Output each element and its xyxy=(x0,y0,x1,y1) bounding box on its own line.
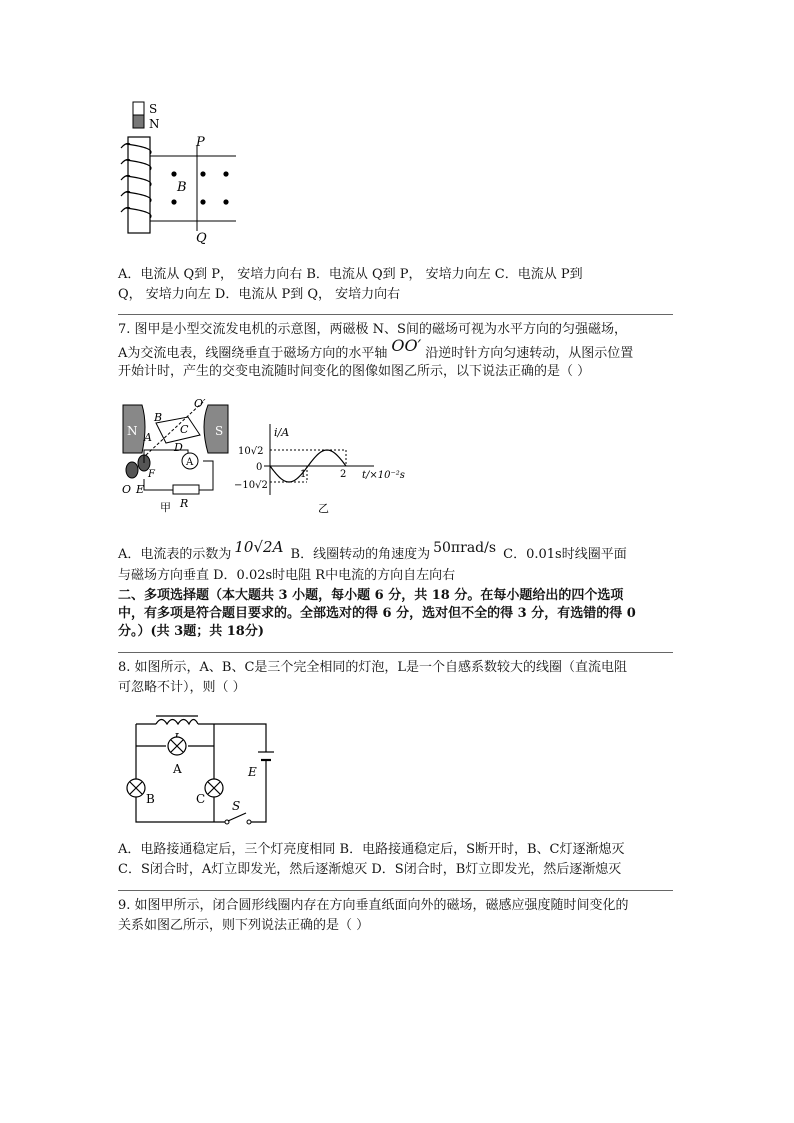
q9-stem-line1: 9. 如图甲所示，闭合圆形线圈内存在方向垂直纸面向外的磁场，磁感应强度随时间变化的 xyxy=(118,898,629,913)
section2-heading-line1: 二、多项选择题（本大题共 3 小题，每小题 6 分，共 18 分。在每小题给出的四个选项 xyxy=(118,588,624,603)
switch-label: S xyxy=(232,799,241,813)
battery-label: E xyxy=(248,765,257,779)
divider xyxy=(118,890,673,891)
q7-options-line1 xyxy=(118,538,627,565)
q8-options-line1: A．电路接通稳定后，三个灯亮度相同 B．电路接通稳定后，S断开时，B、C灯逐渐熄灭 xyxy=(118,842,625,857)
lamp-b-label: B xyxy=(146,792,155,806)
label-b: B xyxy=(154,411,163,424)
y-tick-zero: 0 xyxy=(256,462,263,473)
label-r: R xyxy=(180,497,189,510)
label-c: C xyxy=(180,423,189,436)
option-c-text: C．0.01s时线圈平面 xyxy=(499,547,627,562)
y-tick-top: 10√2 xyxy=(238,446,264,457)
pole-n-label: N xyxy=(127,424,138,438)
q7-stem-text: A为交流电表，线圈绕垂直于磁场方向的水平轴 xyxy=(118,346,388,361)
pole-s-label: S xyxy=(215,424,224,438)
lamp-c-label: C xyxy=(196,792,206,806)
section2-heading-line2: 中，有多项是符合题目要求的。全部选对的得 6 分，选对但不全的得 3 分，有选错的得 0 xyxy=(118,606,636,621)
q7-stem-line1: 7. 图甲是小型交流发电机的示意图，两磁极 N、S间的磁场可视为水平方向的匀强磁场， xyxy=(118,322,627,337)
label-o-prime: O′ xyxy=(194,397,206,410)
x-tick-1: 1 xyxy=(300,469,307,480)
current-time-graph xyxy=(234,420,414,515)
y-tick-bottom: −10√2 xyxy=(234,480,268,491)
q8-stem-line1: 8. 如图所示，A、B、C是三个完全相同的灯泡，L是一个自感系数较大的线圈（直流电阻 xyxy=(118,660,628,675)
option-b-value: 50πrad/s xyxy=(433,540,497,556)
label-f: F xyxy=(148,469,155,480)
solenoid-field-figure xyxy=(118,96,248,246)
ammeter-label: A xyxy=(186,457,194,468)
option-a-value: 10√2A xyxy=(234,538,284,556)
section2-heading-line3: 分。）(共 3题；共 18分) xyxy=(118,624,264,639)
caption-jia: 甲 xyxy=(160,501,171,514)
label-o: O xyxy=(122,483,132,496)
label-b: B xyxy=(177,180,187,195)
q7-stem-line2 xyxy=(118,336,634,364)
q7-options-line2: 与磁场方向垂直 D．0.02s时电阻 R中电流的方向自左向右 xyxy=(118,568,456,583)
divider xyxy=(118,652,673,653)
q9-stem-line2: 关系如图乙所示，则下列说法正确的是（ ） xyxy=(118,918,370,933)
q7-stem-line3: 开始计时，产生的交变电流随时间变化的图像如图乙所示，以下说法正确的是（ ） xyxy=(118,364,591,379)
label-q: Q xyxy=(196,231,207,246)
option-a-text: A．电流表的示数为 xyxy=(118,547,232,562)
q6-options-line1: A．电流从 Q到 P， 安培力向右 B．电流从 Q到 P， 安培力向左 C．电流从 P到 xyxy=(118,267,583,282)
q8-stem-line2: 可忽略不计），则（ ） xyxy=(118,680,246,695)
y-axis-label: i/A xyxy=(274,426,290,439)
q7-stem-text-cont: 沿逆时针方向匀速转动，从图示位置 xyxy=(425,346,634,361)
q8-options-line2: C．S闭合时，A灯立即发光，然后逐渐熄灭 D．S闭合时，B灯立即发光，然后逐渐熄灭 xyxy=(118,862,622,877)
rotation-axis-symbol: OO′ xyxy=(391,336,422,355)
option-b-text: B．线圈转动的角速度为 xyxy=(286,547,431,562)
generator-figure xyxy=(118,395,233,515)
x-tick-2: 2 xyxy=(340,469,347,480)
divider xyxy=(118,314,673,315)
lamp-a-label: A xyxy=(173,762,182,776)
caption-yi: 乙 xyxy=(318,502,329,515)
x-axis-label: t/×10⁻²s xyxy=(362,470,405,481)
label-d: D xyxy=(174,441,183,454)
q6-options-line2: Q， 安培力向左 D．电流从 P到 Q， 安培力向右 xyxy=(118,287,401,302)
label-e: E xyxy=(136,483,145,496)
circuit-figure xyxy=(118,710,278,835)
pole-n-label: N xyxy=(149,117,160,131)
label-a: A xyxy=(144,431,152,444)
label-p: P xyxy=(196,135,205,150)
pole-s-label: S xyxy=(149,102,158,116)
